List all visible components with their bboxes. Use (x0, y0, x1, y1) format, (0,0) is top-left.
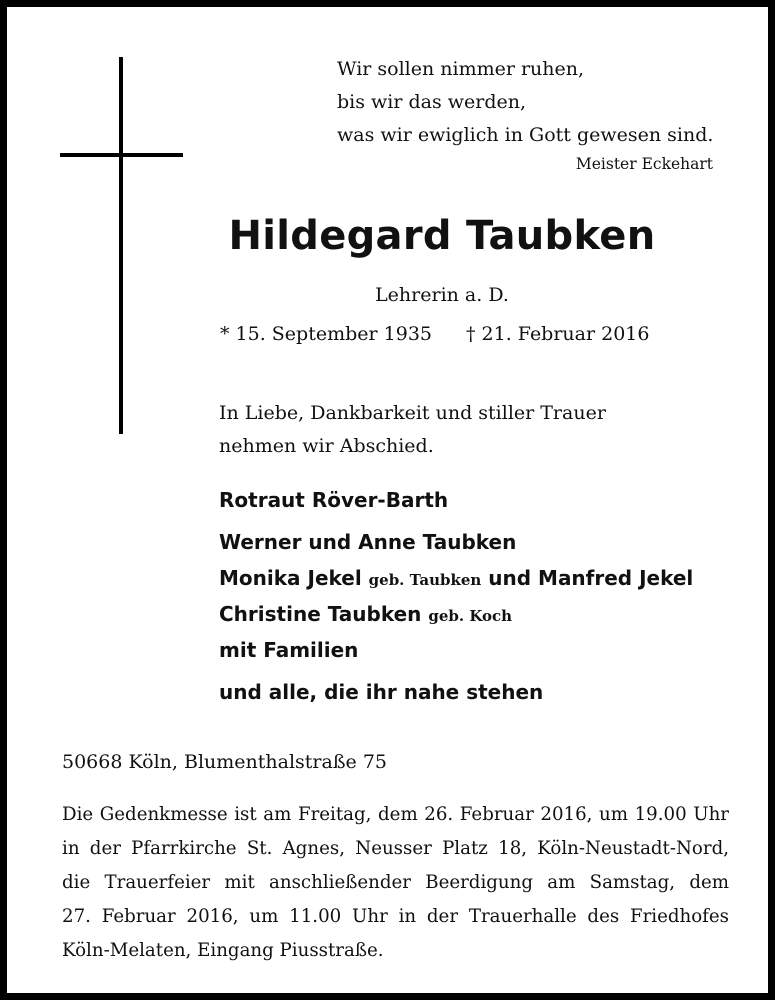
deceased-name: Hildegard Taubken (228, 213, 656, 259)
mourner-row (219, 596, 693, 632)
epigraph-quote (337, 53, 713, 152)
mourner-row (219, 674, 693, 710)
mourner-row (219, 482, 693, 524)
mourner-name: Monika Jekel (219, 566, 362, 590)
notice-line: 27. Februar 2016, um 11.00 Uhr in der Trauerhalle des Friedhofes (62, 906, 729, 927)
service-notice (62, 798, 729, 968)
maiden-name: geb. Koch (428, 607, 513, 625)
mourner-name: Rotraut Röver-Barth (219, 488, 449, 512)
mourner-closing: und alle, die ihr nahe stehen (219, 680, 544, 704)
mourner-row (219, 560, 693, 596)
life-dates (220, 323, 649, 345)
quote-line: bis wir das werden, (337, 91, 527, 113)
quote-line: was wir ewiglich in Gott gewesen sind. (337, 124, 714, 146)
address: 50668 Köln, Blumenthalstraße 75 (62, 751, 387, 773)
mourner-name: mit Familien (219, 638, 359, 662)
mourner-name: Christine Taubken (219, 602, 422, 626)
quote-line: Wir sollen nimmer ruhen, (337, 58, 585, 80)
farewell-line: In Liebe, Dankbarkeit und stiller Trauer (219, 402, 606, 424)
cross-icon-horizontal-bar (60, 153, 183, 157)
notice-line: in der Pfarrkirche St. Agnes, Neusser Platz 18, Köln-Neustadt-Nord, (62, 838, 729, 859)
notice-line: Die Gedenkmesse ist am Freitag, dem 26. Februar 2016, um 19.00 Uhr (62, 804, 729, 825)
mourner-name: und Manfred Jekel (488, 566, 694, 590)
notice-line: Köln-Melaten, Eingang Piusstraße. (62, 940, 384, 961)
maiden-name: geb. Taubken (368, 571, 482, 589)
mourners-list (219, 482, 693, 710)
mourner-row (219, 632, 693, 674)
birth-date: * 15. September 1935 (220, 323, 432, 345)
deceased-title: Lehrerin a. D. (375, 284, 509, 306)
farewell-line: nehmen wir Abschied. (219, 435, 434, 457)
death-date: † 21. Februar 2016 (466, 323, 650, 345)
farewell-text (219, 397, 606, 463)
mourner-row (219, 524, 693, 560)
quote-author: Meister Eckehart (575, 155, 713, 173)
notice-line: die Trauerfeier mit anschließender Beerdigung am Samstag, dem (62, 872, 729, 893)
mourner-name: Werner und Anne Taubken (219, 530, 517, 554)
